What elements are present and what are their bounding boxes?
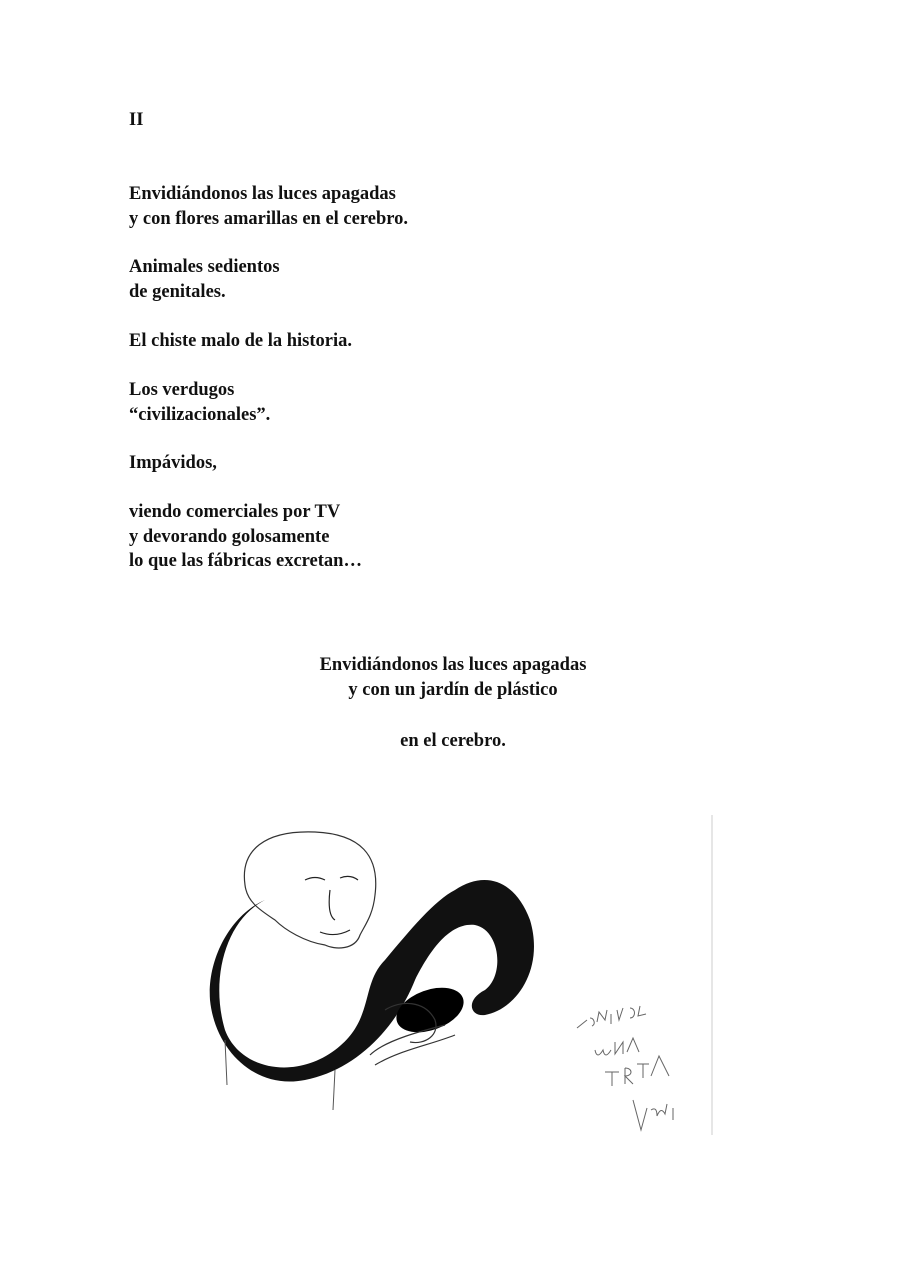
- section-number-text: II: [129, 110, 144, 130]
- stanza-3: [129, 329, 352, 354]
- handwritten-caption: [577, 1006, 673, 1130]
- verse-line: Envidiándonos las luces apagadas: [129, 184, 396, 204]
- face-features: [305, 876, 358, 934]
- verse-line: y devorando golosamente: [129, 526, 330, 547]
- stanza-1: [129, 182, 408, 231]
- ink-illustration: [185, 810, 715, 1140]
- stanza-5: [129, 451, 217, 476]
- verse-line: y con un jardín de plástico: [348, 679, 558, 700]
- stanza-4: [129, 378, 270, 427]
- verse-line: lo que las fábricas excretan…: [129, 551, 362, 571]
- verse-line: de genitales.: [129, 281, 226, 302]
- verse-line: “civilizacionales”.: [129, 404, 271, 425]
- stanza-6: [129, 500, 362, 574]
- verse-line: viendo comerciales por TV: [129, 502, 341, 522]
- verse-line: Impávidos,: [129, 453, 217, 473]
- stanza-2: [129, 255, 280, 304]
- verse-line: Envidiándonos las luces apagadas: [319, 655, 587, 675]
- verse-line: El chiste malo de la historia.: [129, 331, 353, 351]
- section-number: [129, 108, 143, 133]
- verse-line: Animales sedientos: [129, 257, 280, 277]
- verse-line: y con flores amarillas en el cerebro.: [129, 208, 408, 229]
- verse-line: Los verdugos: [129, 380, 235, 400]
- centered-stanza: [0, 653, 906, 702]
- centered-last-line: [0, 729, 906, 754]
- verse-line: en el cerebro.: [400, 731, 506, 751]
- head-outline: [244, 832, 375, 948]
